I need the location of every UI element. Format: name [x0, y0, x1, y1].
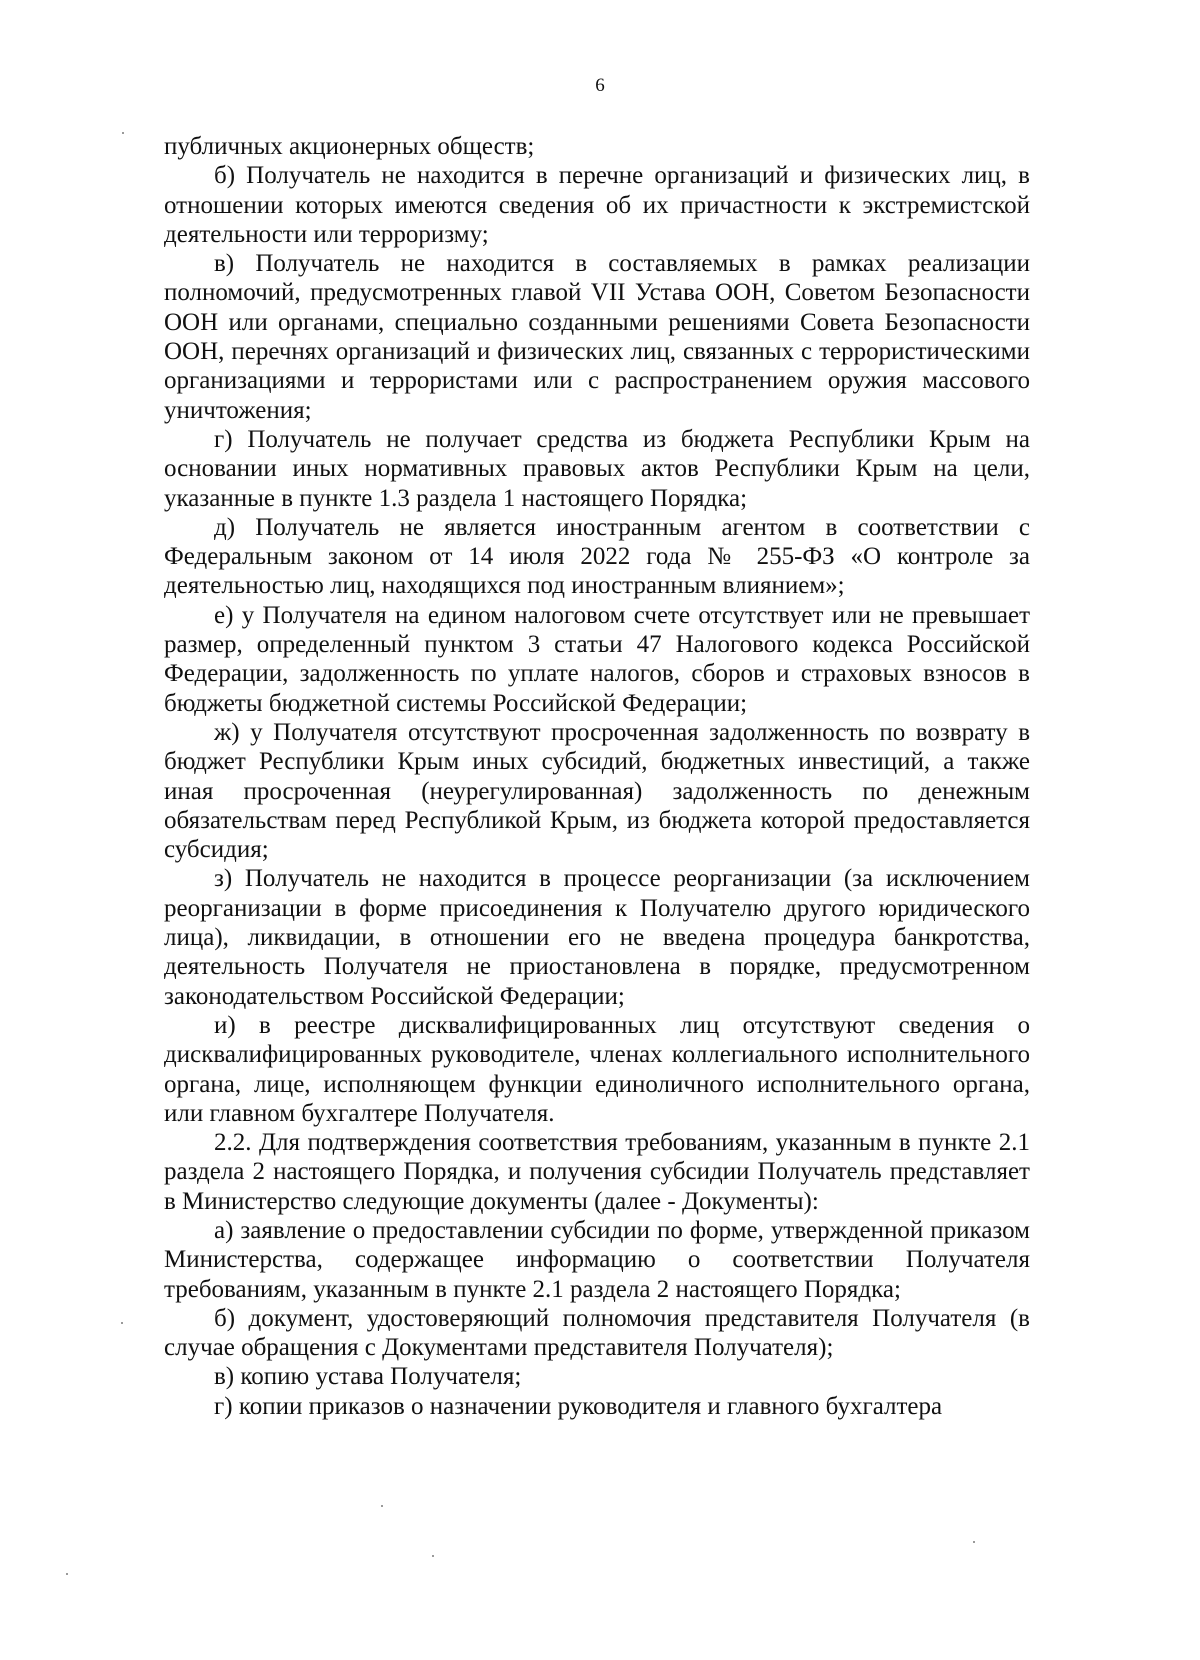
- scan-speck: [66, 1573, 68, 1575]
- paragraph-item-v: в) Получатель не находится в составляемых в рамках реализации полномочий, предусмотренных главой VII Устава ООН, Советом Безопасности ООН или органами, специально созданными решениями Совета Безопасности ООН, перечнях организаций и физических лиц, связанных с террористическими организациями и террористами или с распространением оружия массового уничтожения;: [164, 250, 1030, 424]
- paragraph-clause-2-2: 2.2. Для подтверждения соответствия требованиям, указанным в пункте 2.1 раздела 2 настоящего Порядка, и получения субсидии Получатель представляет в Министерство следующие документы (далее - Документы):: [164, 1129, 1030, 1215]
- paragraph-item-b: б) Получатель не находится в перечне организаций и физических лиц, в отношении которых имеются сведения об их причастности к экстремистской деятельности или терроризму;: [164, 162, 1030, 248]
- scan-speck: [973, 1541, 975, 1543]
- paragraph-doc-a: а) заявление о предоставлении субсидии по форме, утвержденной приказом Министерства, содержащее информацию о соответствии Получателя требованиям, указанным в пункте 2.1 раздела 2 настоящего Порядка;: [164, 1216, 1030, 1303]
- paragraph-doc-v: в) копию устава Получателя;: [214, 1363, 522, 1391]
- paragraph-item-e: е) у Получателя на едином налоговом счете отсутствует или не превышает размер, определенный пунктом 3 статьи 47 Налогового кодекса Российской Федерации, задолженность по уплате налогов, сборов и страховых взносов в бюджеты бюджетной системы Российской Федерации;: [164, 601, 1030, 717]
- paragraph-item-i: и) в реестре дисквалифицированных лиц отсутствуют сведения о дисквалифицированных руководителе, членах коллегиального исполнительного органа, лице, исполняющем функции единоличного исполнительного органа, или главном бухгалтере Получателя.: [164, 1011, 1030, 1127]
- paragraph-continuation: публичных акционерных обществ;: [164, 133, 535, 160]
- paragraph-item-z: з) Получатель не находится в процессе реорганизации (за исключением реорганизации в форме присоединения к Получателю другого юридического лица), ликвидации, в отношении его не введена процедура банкротства, деятельность Получателя не приостановлена в порядке, предусмотренном законодательством Российской Федерации;: [164, 865, 1030, 1010]
- scan-speck: [121, 1322, 123, 1324]
- paragraph-item-g: г) Получатель не получает средства из бюджета Республики Крым на основании иных нормативных правовых актов Республики Крым на цели, указанные в пункте 1.3 раздела 1 настоящего Порядка;: [164, 425, 1030, 512]
- paragraph-item-zh: ж) у Получателя отсутствуют просроченная задолженность по возврату в бюджет Республики Крым иных субсидий, бюджетных инвестиций, а также иная просроченная (неурегулированная) задолженность по денежным обязательствам перед Республикой Крым, из бюджета которой предоставляется субсидия;: [164, 718, 1030, 864]
- document-body: [164, 132, 1030, 1421]
- scan-speck: [381, 1505, 383, 1507]
- paragraph-item-d: д) Получатель не является иностранным агентом в соответствии с Федеральным законом от 14 июля 2022 года № 255-ФЗ «О контроле за деятельностью лиц, находящихся под иностранным влиянием»;: [164, 513, 1030, 600]
- scan-speck: [122, 132, 124, 134]
- scan-speck: [432, 1555, 434, 1557]
- page-number: 6: [595, 75, 605, 96]
- paragraph-doc-g: г) копии приказов о назначении руководителя и главного бухгалтера: [214, 1392, 943, 1420]
- paragraph-doc-b: б) документ, удостоверяющий полномочия представителя Получателя (в случае обращения с Документами представителя Получателя);: [164, 1304, 1030, 1362]
